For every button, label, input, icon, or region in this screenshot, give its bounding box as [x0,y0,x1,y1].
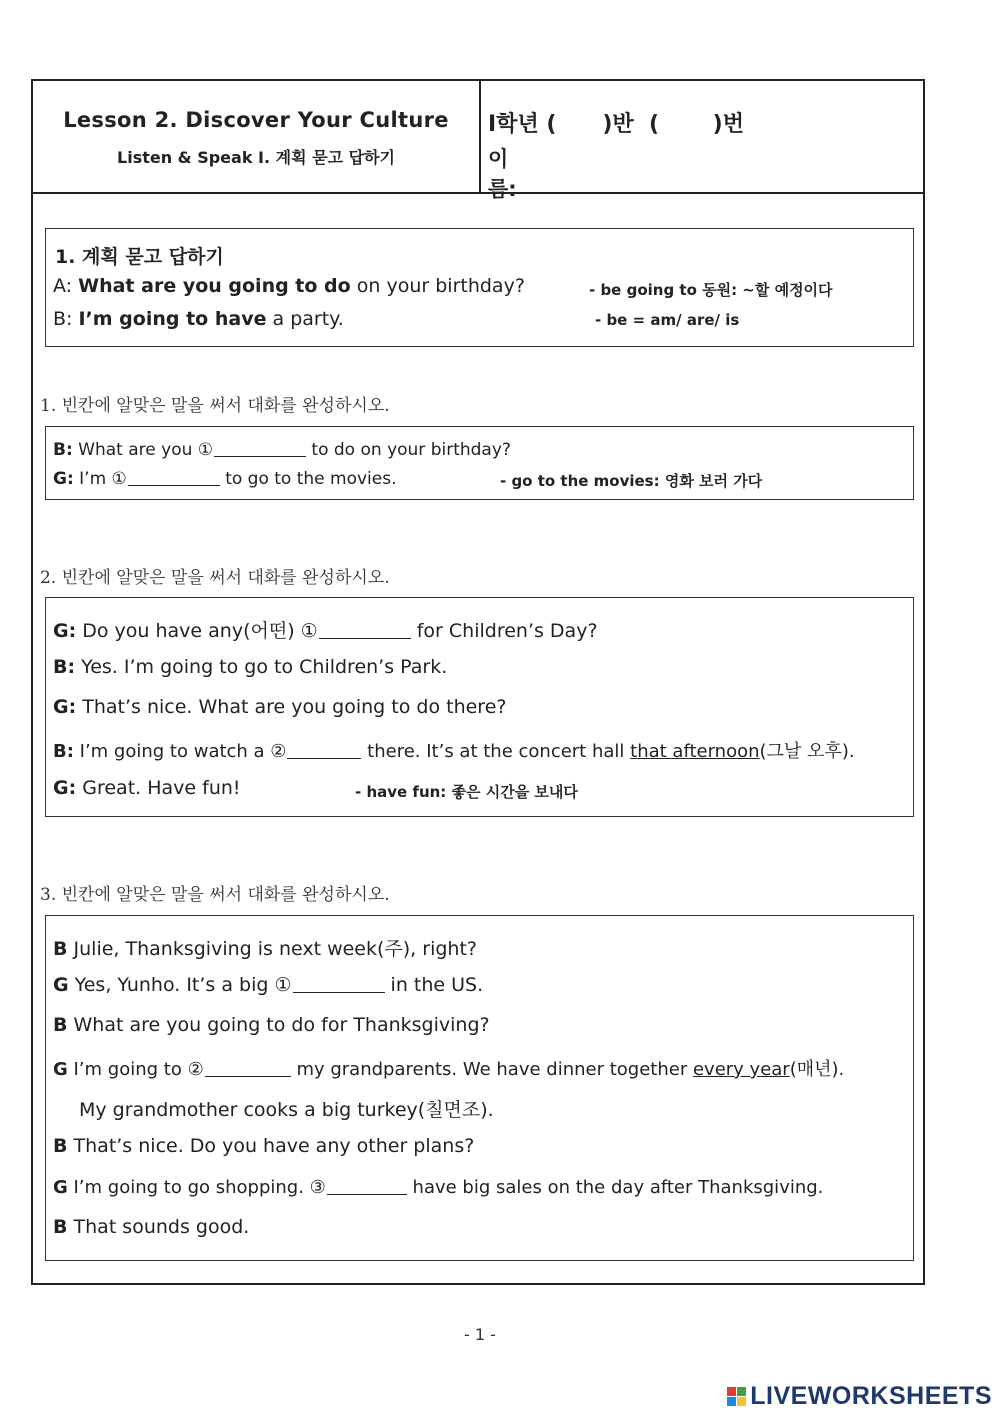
underlined-phrase: that afternoon [630,741,760,762]
bold-phrase: What are you going to do [78,275,351,297]
answer-blank[interactable] [293,974,385,993]
speaker-label: A: [53,275,73,297]
q1-title: 1. 빈칸에 알맞은 말을 써서 대화를 완성하시오. [40,396,390,416]
answer-blank[interactable] [128,467,220,486]
line-text: I’m going to ② [67,1059,204,1080]
logo-icon [727,1387,746,1406]
liveworksheets-logo[interactable] [727,1382,992,1411]
speaker-label: G: [53,696,77,718]
q3-line-3 [53,1014,490,1036]
line-text: for Children’s Day? [410,620,598,642]
q2-note: - have fun: 좋은 시간을 보내다 [355,783,578,801]
q3-line-8 [53,1216,249,1238]
speaker-label: G [53,1059,68,1080]
q2-title: 2. 빈칸에 알맞은 말을 써서 대화를 완성하시오. [40,568,390,588]
line-text: Julie, Thanksgiving is next week(주), right? [67,938,477,960]
line-text: Yes, Yunho. It’s a big ① [68,974,292,996]
line-text: to do on your birthday? [306,440,511,460]
answer-blank[interactable] [214,438,306,457]
speaker-label: B [53,1014,68,1036]
line-text: I’m going to watch a ② [73,741,287,762]
answer-blank[interactable] [327,1176,407,1195]
line-text: Great. Have fun! [76,777,241,799]
line-text: What are you going to do for Thanksgiving? [67,1014,490,1036]
answer-blank[interactable] [319,620,411,639]
q3-line-7 [53,1176,823,1198]
q3-line-1 [53,934,477,961]
line-text: (그날 오후). [759,741,855,762]
answer-blank[interactable] [205,1058,291,1077]
intro-line-a [53,275,525,297]
header-left [33,81,481,192]
speaker-label: B: [53,440,73,460]
line-text: I’m ① [73,469,127,489]
logo-square-blue [727,1397,736,1406]
line-text: in the US. [384,974,484,996]
q3-line-5 [79,1095,494,1122]
line-text: That sounds good. [67,1216,250,1238]
speaker-label: B [53,938,68,960]
line-text: to go to the movies. [219,469,397,489]
q1-box [45,426,914,500]
lesson-title: Lesson 2. Discover Your Culture [63,108,449,132]
lesson-subtitle: Listen & Speak Ⅰ. 계획 묻고 답하기 [117,148,395,167]
q2-line-5 [53,777,241,799]
q3-box [45,915,914,1261]
q2-line-4 [53,737,855,763]
line-text: That’s nice. What are you going to do there? [76,696,507,718]
intro-line-b [53,308,344,330]
grammar-note-2: - be = am/ are/ is [595,311,740,329]
speaker-label: B: [53,308,73,330]
speaker-label: B: [53,741,74,762]
speaker-label: B [53,1216,68,1238]
line-text: on your birthday? [350,275,525,297]
q2-line-2 [53,656,447,678]
line-text: a party. [266,308,344,330]
speaker-label: G: [53,620,77,642]
intro-title-text: 1. 계획 묻고 답하기 [55,246,224,268]
line-text: Do you have any(어떤) ① [76,620,318,642]
class-number-line: Ⅰ학년 ( )반 ( )번 [488,112,744,137]
speaker-label: G: [53,469,74,489]
intro-title [55,242,224,269]
line-text: I’m going to go shopping. ③ [67,1177,326,1198]
speaker-label: B [53,1135,68,1157]
q3-line-4 [53,1055,844,1081]
q1-line-1 [53,438,511,460]
logo-square-red [727,1387,736,1396]
q3-line-6 [53,1135,474,1157]
q2-line-1 [53,616,598,643]
q3-title: 3. 빈칸에 알맞은 말을 써서 대화를 완성하시오. [40,885,390,905]
line-text: What are you ① [72,440,214,460]
line-text: there. It’s at the concert hall [361,741,631,762]
line-text: have big sales on the day after Thanksgiving. [406,1177,824,1198]
bold-phrase: I’m going to have [78,308,267,330]
underlined-phrase: every year [692,1059,790,1080]
speaker-label: G: [53,777,77,799]
name-label: 이름: [488,147,517,201]
speaker-label: G [53,974,69,996]
grammar-note-1: - be going to 동원: ~할 예정이다 [589,281,833,299]
line-text: That’s nice. Do you have any other plans? [67,1135,475,1157]
page-number: - 1 - [464,1325,496,1344]
answer-blank[interactable] [287,740,361,759]
q2-box [45,597,914,817]
logo-square-yellow [737,1397,746,1406]
q1-note: - go to the movies: 영화 보러 가다 [500,472,763,490]
logo-square-green [737,1387,746,1396]
line-text: My grandmother cooks a big turkey(칠면조). [79,1099,494,1121]
header [33,81,923,201]
line-text: Yes. I’m going to go to Children’s Park. [75,656,448,678]
q3-line-2 [53,974,483,996]
speaker-label: G [53,1177,68,1198]
line-text: my grandparents. We have dinner together [290,1059,693,1080]
line-text: (매년). [789,1059,845,1080]
q2-line-3 [53,696,506,718]
q1-line-2 [53,467,397,489]
intro-box [45,228,914,347]
speaker-label: B: [53,656,76,678]
brand-name: LIVEWORKSHEETS [750,1382,992,1410]
